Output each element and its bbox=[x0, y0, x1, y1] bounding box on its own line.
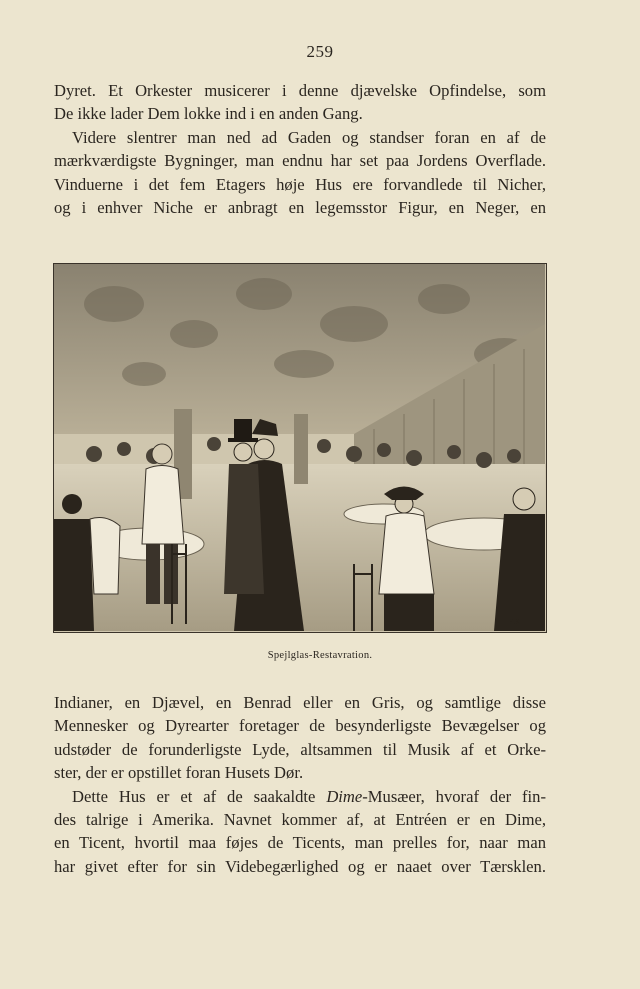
text-run: Dette Hus er et af de saakaldte bbox=[72, 786, 327, 806]
text-line: mærkværdigste Bygninger, man endnu har set paa Jordens Overflade. bbox=[54, 151, 546, 171]
text-line: Videre slentrer man ned ad Gaden og standser foran en af de bbox=[72, 127, 546, 147]
restaurant-illustration bbox=[53, 263, 547, 633]
bottom-text-block bbox=[54, 691, 546, 878]
text-line-with-italic bbox=[54, 785, 546, 808]
text-line: en Ticent, hvortil maa føjes de Ticents, man prelles for, naar man bbox=[54, 833, 546, 853]
engraving-drawing bbox=[54, 264, 545, 631]
text-line: Dyret. Et Orkester musicerer i denne djævelske Opfindelse, som bbox=[54, 81, 546, 100]
italic-word: Dime bbox=[326, 786, 363, 806]
text-line: har givet efter for sin Videbegærlighed og er naaet over Tærsklen. bbox=[54, 856, 546, 876]
text-line: og i enhver Niche er anbragt en legemsstor Figur, en Neger, en bbox=[54, 197, 546, 217]
top-text-block bbox=[54, 79, 546, 219]
text-line: des talrige i Amerika. Navnet kommer af, at Entréen er en Dime, bbox=[54, 809, 546, 829]
artist-signature: E.K. bbox=[509, 618, 522, 626]
illustration-caption: Spejlglas-Restavration. bbox=[267, 650, 373, 661]
text-run: -Musæer, hvoraf der fin- bbox=[362, 786, 546, 806]
text-line: Vinduerne i det fem Etagers høje Hus ere forvandlede til Nicher, bbox=[54, 174, 546, 194]
page-number: 259 bbox=[306, 42, 334, 61]
text-line: De ikke lader Dem lokke ind i en anden Gang. bbox=[54, 104, 363, 124]
text-line: Mennesker og Dyrearter foretager de besynderligste Bevægelser og bbox=[54, 716, 546, 736]
text-line: Indianer, en Djævel, en Benrad eller en Gris, og samtlige disse bbox=[54, 693, 546, 712]
text-line: udstøder de forunderligste Lyde, altsammen til Musik af et Orke- bbox=[54, 739, 546, 759]
text-line: ster, der er opstillet foran Husets Dør. bbox=[54, 763, 304, 783]
